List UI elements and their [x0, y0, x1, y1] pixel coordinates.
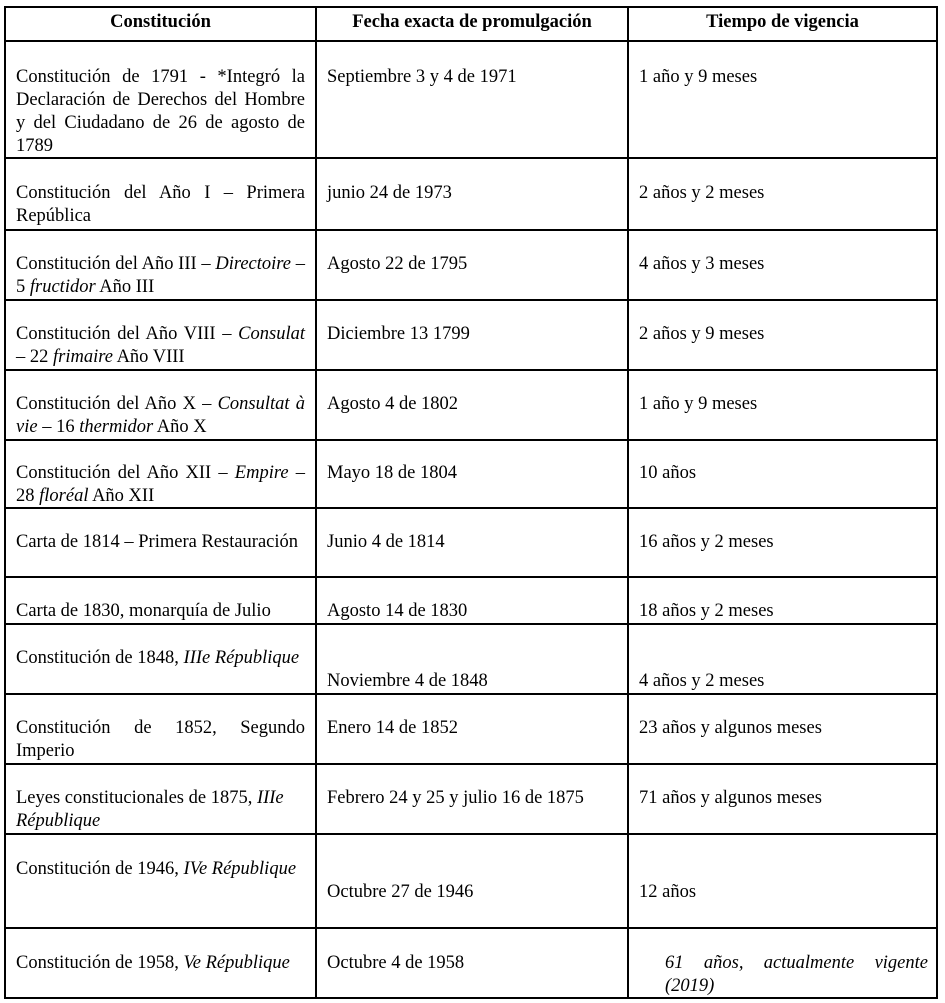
- italic-term: fructidor: [29, 277, 96, 297]
- text-fragment: Constitución del Año X –: [16, 394, 218, 414]
- cell-fecha: [315, 159, 627, 229]
- fecha-text: Septiembre 3 y 4 de 1971: [327, 67, 517, 87]
- text-fragment: Año III: [95, 277, 155, 297]
- header-cell-fecha: [315, 8, 627, 40]
- vigencia-text: 2 años y 9 meses: [639, 324, 765, 344]
- vigencia-text: 12 años: [639, 882, 697, 902]
- cell-fecha: [315, 835, 627, 927]
- fecha-text: Enero 14 de 1852: [327, 718, 459, 738]
- cell-constitucion: [4, 371, 315, 439]
- constitucion-text: [16, 462, 305, 508]
- table-row: [4, 509, 938, 578]
- fecha-text: Octubre 27 de 1946: [327, 882, 474, 902]
- cell-fecha: [315, 578, 627, 623]
- text-fragment: – 5: [16, 254, 305, 297]
- constitucion-text: [16, 253, 305, 299]
- fecha-text: Febrero 24 y 25 y julio 16 de 1875: [327, 788, 584, 808]
- constitucion-text: Constitución del Año I – Primera República: [16, 183, 305, 226]
- vigencia-text: 71 años y algunos meses: [639, 788, 822, 808]
- table-row: [4, 929, 938, 999]
- cell-fecha: [315, 695, 627, 763]
- cell-constitucion: [4, 929, 315, 997]
- constitucion-text: [16, 393, 305, 439]
- cell-fecha: [315, 509, 627, 576]
- cell-fecha: [315, 42, 627, 157]
- header-cell-constitucion: [4, 8, 315, 40]
- cell-vigencia: [627, 929, 938, 997]
- cell-vigencia: [627, 441, 938, 507]
- vigencia-text: 1 año y 9 meses: [639, 67, 758, 87]
- vigencia-text: 18 años y 2 meses: [639, 601, 774, 621]
- cell-constitucion: [4, 301, 315, 369]
- cell-vigencia: [627, 371, 938, 439]
- italic-term: Consulat: [238, 324, 305, 344]
- text-fragment: Año X: [153, 417, 207, 437]
- fecha-text: Noviembre 4 de 1848: [327, 671, 488, 691]
- constitucion-text: [16, 787, 311, 833]
- italic-term: Empire: [234, 463, 289, 483]
- italic-term: Directoire: [215, 254, 292, 274]
- italic-term: Consultat à vie: [16, 394, 305, 437]
- italic-term: IVe République: [183, 859, 297, 879]
- vigencia-text: 4 años y 3 meses: [639, 254, 765, 274]
- cell-constitucion: [4, 509, 315, 576]
- italic-term: frimaire: [53, 347, 113, 367]
- cell-fecha: [315, 231, 627, 299]
- text-fragment: Leyes constitucionales de 1875,: [16, 788, 257, 808]
- constitutions-table: [4, 6, 938, 998]
- cell-constitucion: [4, 695, 315, 763]
- cell-fecha: [315, 929, 627, 997]
- vigencia-text: 61 años, actualmente vigente (2019): [665, 953, 928, 996]
- text-fragment: Año VIII: [112, 347, 185, 367]
- cell-vigencia: [627, 42, 938, 157]
- table-row: [4, 441, 938, 509]
- text-fragment: Constitución de 1848,: [16, 648, 184, 668]
- text-fragment: Constitución de 1946,: [16, 859, 184, 879]
- table-row: [4, 625, 938, 695]
- text-fragment: Constitución del Año III –: [16, 254, 216, 274]
- header-label: Tiempo de vigencia: [706, 12, 859, 32]
- header-cell-vigencia: [627, 8, 938, 40]
- fecha-text: Octubre 4 de 1958: [327, 953, 465, 973]
- text-fragment: Constitución del Año XII –: [16, 463, 235, 483]
- table-row: [4, 231, 938, 301]
- cell-constitucion: [4, 42, 315, 157]
- cell-fecha: [315, 441, 627, 507]
- text-fragment: – 28: [16, 463, 305, 506]
- cell-fecha: [315, 625, 627, 693]
- cell-vigencia: [627, 695, 938, 763]
- header-label: Constitución: [110, 12, 211, 32]
- text-fragment: – 16: [37, 417, 80, 437]
- table-header-row: [4, 6, 938, 42]
- cell-vigencia: [627, 578, 938, 623]
- fecha-text: Diciembre 13 1799: [327, 324, 470, 344]
- cell-constitucion: [4, 835, 315, 927]
- table-row: [4, 301, 938, 371]
- vigencia-text: 10 años: [639, 463, 697, 483]
- fecha-text: junio 24 de 1973: [327, 183, 452, 203]
- italic-term: floréal: [39, 486, 89, 506]
- constitucion-text: [16, 323, 305, 369]
- fecha-text: Agosto 4 de 1802: [327, 394, 459, 414]
- table-row: [4, 765, 938, 835]
- cell-constitucion: [4, 231, 315, 299]
- italic-term: thermidor: [79, 417, 154, 437]
- constitucion-text: Constitución de 1852, Segundo Imperio: [16, 718, 305, 761]
- fecha-text: Junio 4 de 1814: [327, 532, 445, 552]
- table-row: [4, 371, 938, 441]
- italic-term: Ve République: [183, 953, 290, 973]
- italic-term: IIIe République: [183, 648, 300, 668]
- italic-term: IIIe République: [16, 788, 284, 831]
- text-fragment: Constitución de 1958,: [16, 953, 184, 973]
- fecha-text: Mayo 18 de 1804: [327, 463, 457, 483]
- cell-vigencia: [627, 509, 938, 576]
- cell-fecha: [315, 371, 627, 439]
- fecha-text: Agosto 22 de 1795: [327, 254, 468, 274]
- vigencia-text: 1 año y 9 meses: [639, 394, 758, 414]
- cell-constitucion: [4, 441, 315, 507]
- vigencia-text: 2 años y 2 meses: [639, 183, 765, 203]
- text-fragment: Constitución del Año VIII –: [16, 324, 239, 344]
- constitucion-text: [16, 647, 305, 670]
- vigencia-text: 23 años y algunos meses: [639, 718, 822, 738]
- cell-constitucion: [4, 159, 315, 229]
- cell-vigencia: [627, 765, 938, 833]
- vigencia-text: 16 años y 2 meses: [639, 532, 774, 552]
- cell-vigencia: [627, 835, 938, 927]
- cell-fecha: [315, 765, 627, 833]
- cell-fecha: [315, 301, 627, 369]
- constitucion-text: Constitución de 1791 - *Integró la Declaración de Derechos del Hombre y del Ciudadano de 26 de agosto de 1789: [16, 67, 305, 156]
- constitucion-text: Carta de 1830, monarquía de Julio: [16, 601, 271, 621]
- cell-vigencia: [627, 301, 938, 369]
- vigencia-text: 4 años y 2 meses: [639, 671, 765, 691]
- table-row: [4, 695, 938, 765]
- text-fragment: – 22: [16, 347, 53, 367]
- constitucion-text: Carta de 1814 – Primera Restauración: [16, 532, 299, 552]
- table-row: [4, 835, 938, 929]
- table-row: [4, 42, 938, 159]
- table-row: [4, 578, 938, 625]
- cell-vigencia: [627, 231, 938, 299]
- text-fragment: Año XII: [88, 486, 155, 506]
- header-label: Fecha exacta de promulgación: [352, 12, 592, 32]
- constitucion-text: [16, 858, 305, 881]
- cell-constitucion: [4, 578, 315, 623]
- cell-constitucion: [4, 765, 315, 833]
- constitucion-text: [16, 952, 305, 975]
- table-row: [4, 159, 938, 231]
- cell-vigencia: [627, 625, 938, 693]
- cell-vigencia: [627, 159, 938, 229]
- fecha-text: Agosto 14 de 1830: [327, 601, 468, 621]
- cell-constitucion: [4, 625, 315, 693]
